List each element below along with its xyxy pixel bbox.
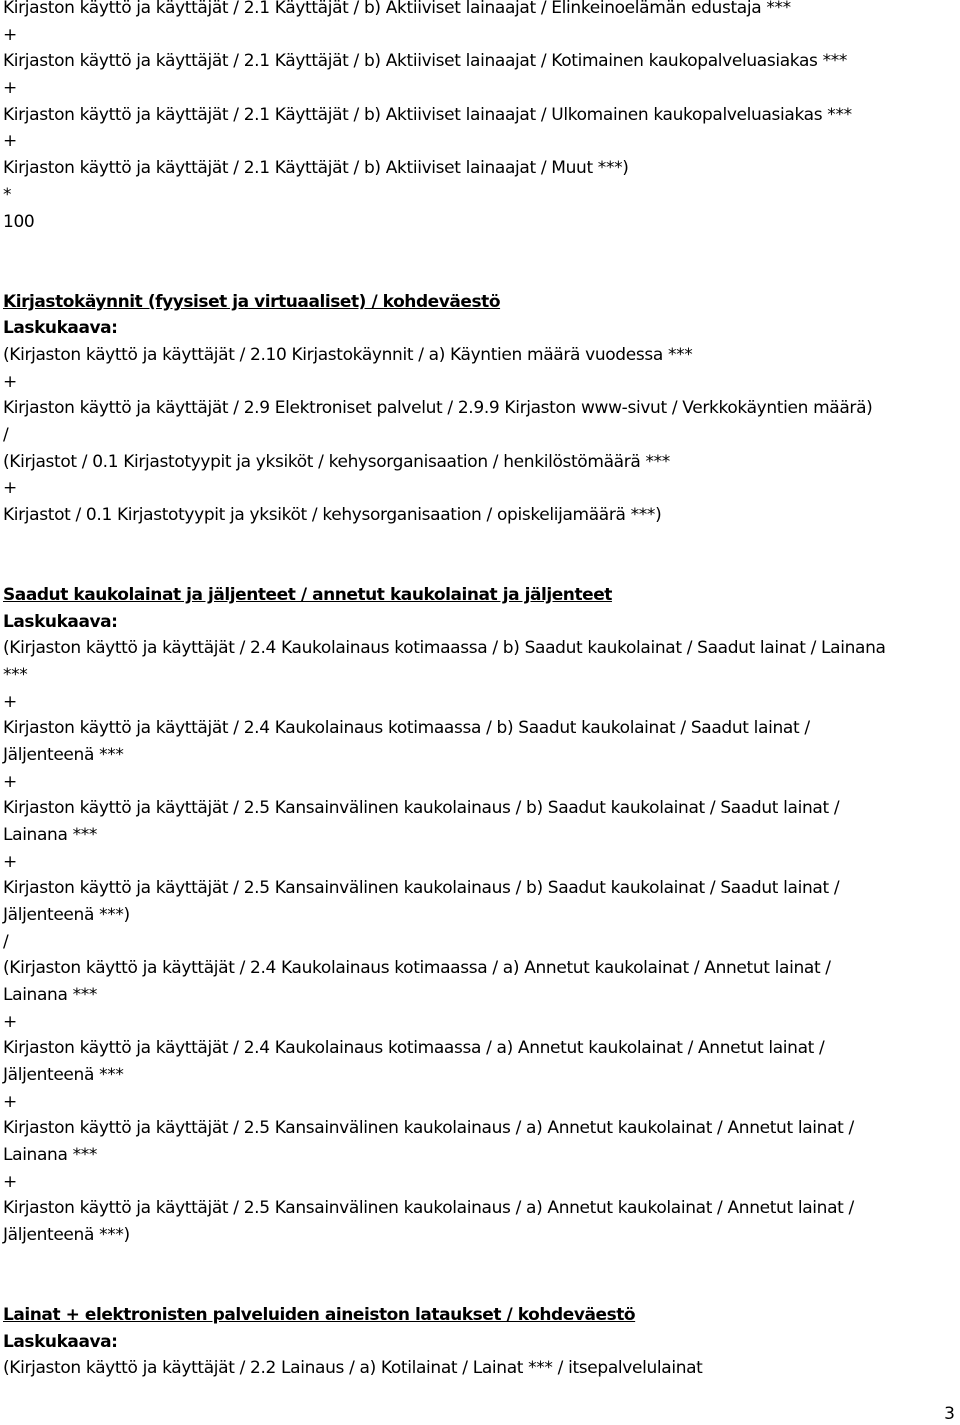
formula-line: Kirjastot / 0.1 Kirjastotyypit ja yksiköt / kehysorganisaation / opiskelijamäärä ***) — [3, 505, 662, 525]
formula-line: Kirjaston käyttö ja käyttäjät / 2.9 Elektroniset palvelut / 2.9.9 Kirjaston www-sivut / Verkkokäyntien määrä) — [3, 398, 873, 418]
formula-line: Lainana *** — [3, 1145, 98, 1165]
formula-line: Kirjaston käyttö ja käyttäjät / 2.5 Kansainvälinen kaukolainaus / a) Annetut kaukolainat / Annetut lainat / — [3, 1198, 854, 1218]
formula-line: Kirjaston käyttö ja käyttäjät / 2.4 Kaukolainaus kotimaassa / a) Annetut kaukolainat / Annetut lainat / — [3, 1038, 825, 1058]
formula-line: Kirjaston käyttö ja käyttäjät / 2.5 Kansainvälinen kaukolainaus / b) Saadut kaukolainat / Saadut lainat / — [3, 798, 840, 818]
formula-line: Kirjaston käyttö ja käyttäjät / 2.1 Käyttäjät / b) Aktiiviset lainaajat / Ulkomainen kaukopalveluasiakas *** — [3, 105, 852, 125]
formula-line: (Kirjaston käyttö ja käyttäjät / 2.10 Kirjastokäynnit / a) Käyntien määrä vuodessa *** — [3, 345, 693, 365]
formula-operator: + — [3, 131, 17, 151]
section-heading: Saadut kaukolainat ja jäljenteet / annetut kaukolainat ja jäljenteet — [3, 585, 612, 605]
formula-operator: / — [3, 425, 9, 445]
formula-label: Laskukaava: — [3, 612, 118, 632]
formula-line: (Kirjaston käyttö ja käyttäjät / 2.4 Kaukolainaus kotimaassa / a) Annetut kaukolainat / Annetut lainat / — [3, 958, 831, 978]
formula-line: Jäljenteenä *** — [3, 1065, 124, 1085]
formula-line: Kirjaston käyttö ja käyttäjät / 2.1 Käyttäjät / b) Aktiiviset lainaajat / Muut ***) — [3, 158, 629, 178]
formula-line: Jäljenteenä ***) — [3, 1225, 130, 1245]
formula-value: 100 — [3, 212, 35, 232]
section-heading: Lainat + elektronisten palveluiden aineiston lataukset / kohdeväestö — [3, 1305, 636, 1325]
formula-line: Kirjaston käyttö ja käyttäjät / 2.5 Kansainvälinen kaukolainaus / b) Saadut kaukolainat / Saadut lainat / — [3, 878, 840, 898]
formula-operator: + — [3, 692, 17, 712]
formula-operator: + — [3, 1172, 17, 1192]
formula-operator: + — [3, 78, 17, 98]
page-number: 3 — [944, 1404, 955, 1424]
formula-operator: + — [3, 25, 17, 45]
formula-line: Kirjaston käyttö ja käyttäjät / 2.5 Kansainvälinen kaukolainaus / a) Annetut kaukolainat / Annetut lainat / — [3, 1118, 854, 1138]
formula-line: (Kirjastot / 0.1 Kirjastotyypit ja yksiköt / kehysorganisaation / henkilöstömäärä *** — [3, 452, 670, 472]
formula-line: Lainana *** — [3, 825, 98, 845]
formula-line: Kirjaston käyttö ja käyttäjät / 2.4 Kaukolainaus kotimaassa / b) Saadut kaukolainat / Saadut lainat / — [3, 718, 810, 738]
formula-operator: / — [3, 932, 9, 952]
formula-line: Kirjaston käyttö ja käyttäjät / 2.1 Käyttäjät / b) Aktiiviset lainaajat / Kotimainen kaukopalveluasiakas *** — [3, 51, 848, 71]
formula-line: Jäljenteenä ***) — [3, 905, 130, 925]
formula-line: Lainana *** — [3, 985, 98, 1005]
formula-line: (Kirjaston käyttö ja käyttäjät / 2.2 Lainaus / a) Kotilainat / Lainat *** / itsepalvelulainat — [3, 1358, 703, 1378]
formula-operator: + — [3, 1092, 17, 1112]
formula-line: *** — [3, 665, 28, 685]
section-heading: Kirjastokäynnit (fyysiset ja virtuaaliset) / kohdeväestö — [3, 292, 501, 312]
formula-line: Jäljenteenä *** — [3, 745, 124, 765]
formula-label: Laskukaava: — [3, 1332, 118, 1352]
formula-label: Laskukaava: — [3, 318, 118, 338]
formula-operator: + — [3, 372, 17, 392]
formula-line: (Kirjaston käyttö ja käyttäjät / 2.4 Kaukolainaus kotimaassa / b) Saadut kaukolainat / Saadut lainat / Lainana — [3, 638, 886, 658]
formula-operator: + — [3, 478, 17, 498]
formula-operator: + — [3, 772, 17, 792]
formula-operator: + — [3, 852, 17, 872]
formula-line: Kirjaston käyttö ja käyttäjät / 2.1 Käyttäjät / b) Aktiiviset lainaajat / Elinkeinoelämän edustaja *** — [3, 0, 791, 18]
formula-operator: + — [3, 1012, 17, 1032]
formula-operator: * — [3, 185, 12, 205]
